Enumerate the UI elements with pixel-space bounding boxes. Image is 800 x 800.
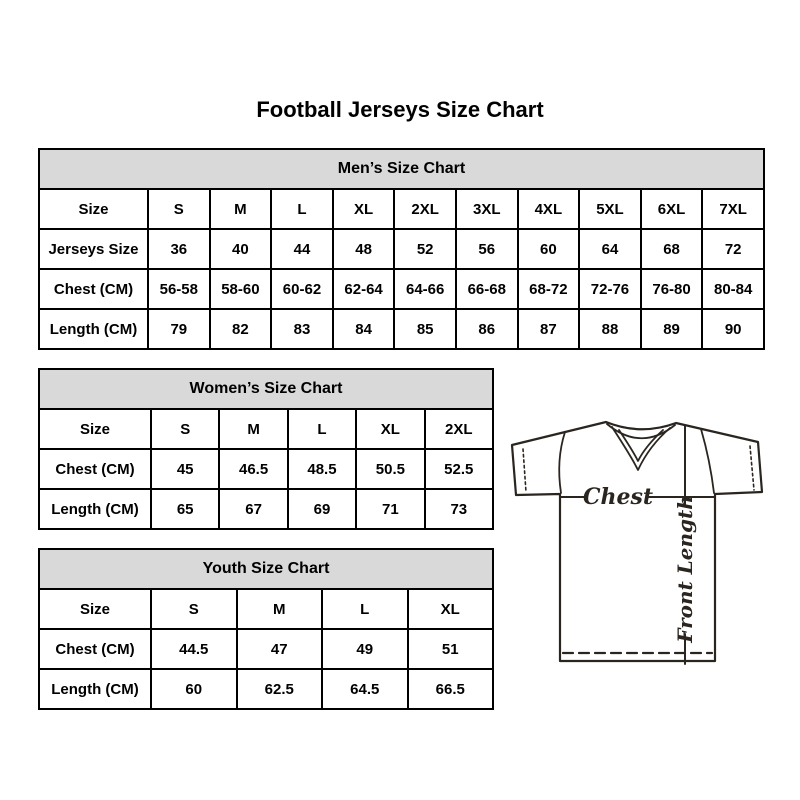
column-header: XL	[333, 189, 395, 229]
data-cell: 67	[219, 489, 287, 529]
row-header: Length (CM)	[39, 309, 148, 349]
column-header: 2XL	[394, 189, 456, 229]
jersey-measurement-diagram	[500, 400, 770, 675]
column-header: XL	[408, 589, 494, 629]
data-cell: 44.5	[151, 629, 237, 669]
page-title: Football Jerseys Size Chart	[256, 97, 544, 122]
data-cell: 73	[425, 489, 493, 529]
corner-header: Size	[39, 189, 148, 229]
data-cell: 60	[151, 669, 237, 709]
column-header: 4XL	[518, 189, 580, 229]
table-title: Youth Size Chart	[39, 549, 493, 589]
data-cell: 90	[702, 309, 764, 349]
column-header: M	[219, 409, 287, 449]
data-cell: 64	[579, 229, 641, 269]
data-cell: 58-60	[210, 269, 272, 309]
data-cell: 48	[333, 229, 395, 269]
column-header: S	[151, 409, 219, 449]
data-cell: 64.5	[322, 669, 408, 709]
data-cell: 49	[322, 629, 408, 669]
data-cell: 46.5	[219, 449, 287, 489]
column-header: 2XL	[425, 409, 493, 449]
data-cell: 40	[210, 229, 272, 269]
column-header: S	[148, 189, 210, 229]
data-cell: 48.5	[288, 449, 356, 489]
data-cell: 50.5	[356, 449, 424, 489]
column-header: 5XL	[579, 189, 641, 229]
data-cell: 52.5	[425, 449, 493, 489]
column-header: L	[271, 189, 333, 229]
data-cell: 68	[641, 229, 703, 269]
data-cell: 69	[288, 489, 356, 529]
data-cell: 56	[456, 229, 518, 269]
data-cell: 44	[271, 229, 333, 269]
column-header: XL	[356, 409, 424, 449]
data-cell: 71	[356, 489, 424, 529]
size-table	[38, 148, 765, 350]
data-cell: 45	[151, 449, 219, 489]
row-header: Chest (CM)	[39, 449, 151, 489]
data-cell: 80-84	[702, 269, 764, 309]
column-header: L	[288, 409, 356, 449]
data-cell: 72-76	[579, 269, 641, 309]
size-table	[38, 548, 494, 710]
data-cell: 86	[456, 309, 518, 349]
data-cell: 68-72	[518, 269, 580, 309]
data-cell: 36	[148, 229, 210, 269]
column-header: L	[322, 589, 408, 629]
column-header: M	[237, 589, 323, 629]
data-cell: 64-66	[394, 269, 456, 309]
data-cell: 65	[151, 489, 219, 529]
corner-header: Size	[39, 409, 151, 449]
data-cell: 60-62	[271, 269, 333, 309]
column-header: 7XL	[702, 189, 764, 229]
row-header: Chest (CM)	[39, 269, 148, 309]
data-cell: 47	[237, 629, 323, 669]
data-cell: 84	[333, 309, 395, 349]
data-cell: 66-68	[456, 269, 518, 309]
data-cell: 52	[394, 229, 456, 269]
row-header: Length (CM)	[39, 669, 151, 709]
table-title: Women’s Size Chart	[39, 369, 493, 409]
data-cell: 62-64	[333, 269, 395, 309]
column-header: 3XL	[456, 189, 518, 229]
size-table	[38, 368, 494, 530]
front-length-label: Front Length	[673, 495, 697, 643]
mens-size-chart-table	[38, 148, 765, 350]
column-header: M	[210, 189, 272, 229]
data-cell: 89	[641, 309, 703, 349]
column-header: S	[151, 589, 237, 629]
data-cell: 76-80	[641, 269, 703, 309]
data-cell: 82	[210, 309, 272, 349]
data-cell: 83	[271, 309, 333, 349]
data-cell: 87	[518, 309, 580, 349]
row-header: Length (CM)	[39, 489, 151, 529]
data-cell: 66.5	[408, 669, 494, 709]
youth-size-chart-table	[38, 548, 494, 710]
corner-header: Size	[39, 589, 151, 629]
column-header: 6XL	[641, 189, 703, 229]
data-cell: 85	[394, 309, 456, 349]
data-cell: 79	[148, 309, 210, 349]
data-cell: 56-58	[148, 269, 210, 309]
data-cell: 60	[518, 229, 580, 269]
data-cell: 72	[702, 229, 764, 269]
row-header: Chest (CM)	[39, 629, 151, 669]
chest-label: Chest	[582, 484, 654, 510]
table-title: Men’s Size Chart	[39, 149, 764, 189]
data-cell: 51	[408, 629, 494, 669]
womens-size-chart-table	[38, 368, 494, 530]
row-header: Jerseys Size	[39, 229, 148, 269]
data-cell: 62.5	[237, 669, 323, 709]
data-cell: 88	[579, 309, 641, 349]
